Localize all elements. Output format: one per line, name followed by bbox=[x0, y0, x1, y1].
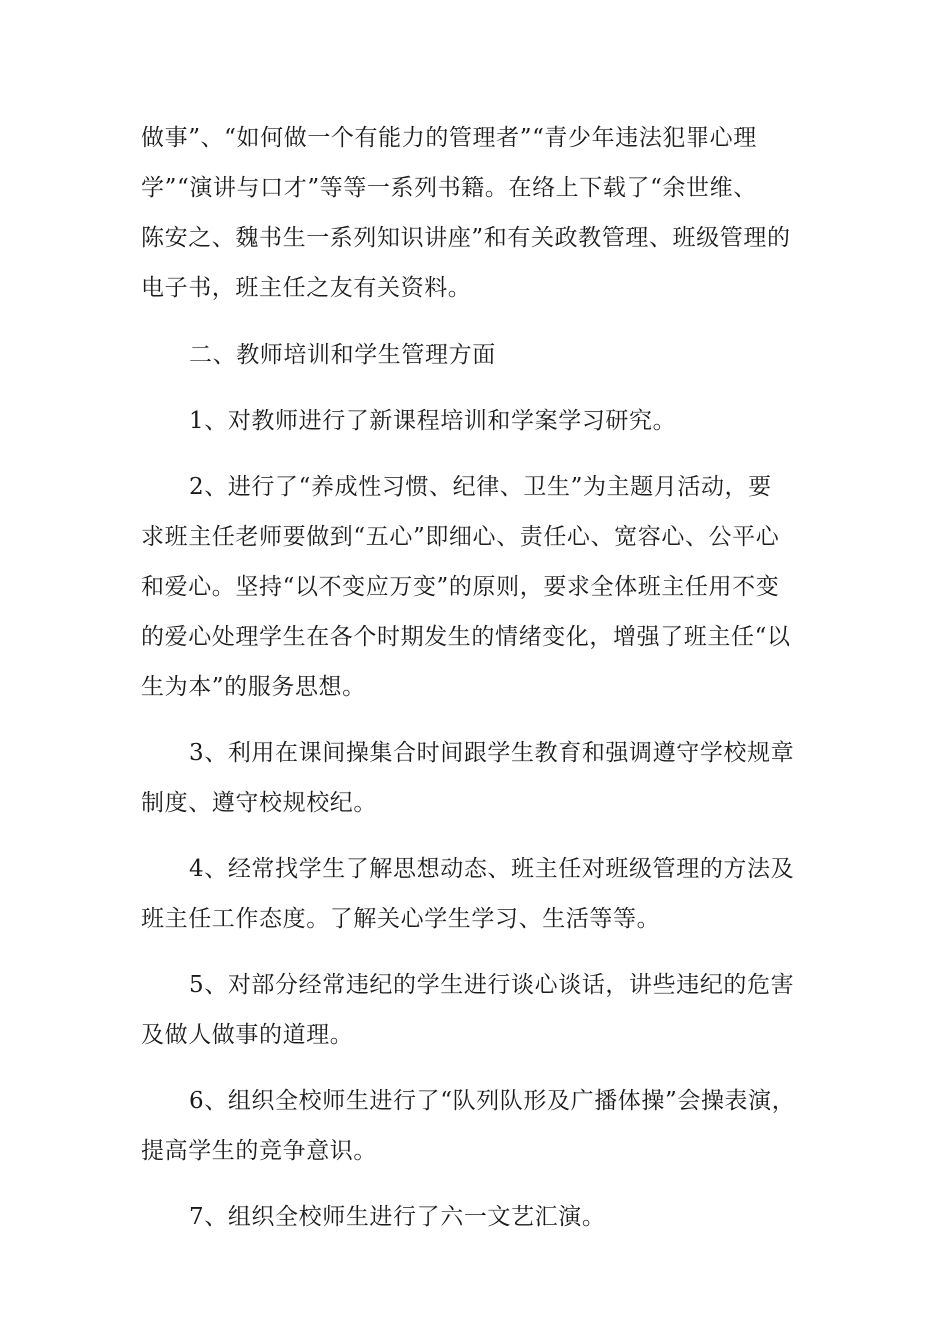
section-heading: 二、教师培训和学生管理方面 bbox=[189, 342, 496, 368]
text-line: 电子书，班主任之友有关资料。 bbox=[141, 275, 472, 301]
text-line: 学”“演讲与口才”等等一系列书籍。在络上下载了“余世维、 bbox=[141, 175, 757, 201]
text-line: 陈安之、魏书生一系列知识讲座”和有关政教管理、班级管理的 bbox=[141, 225, 791, 251]
text-line: 制度、遵守校规校纪。 bbox=[141, 790, 377, 816]
text-line: 班主任工作态度。了解关心学生学习、生活等等。 bbox=[141, 906, 661, 932]
text-line: 生为本”的服务思想。 bbox=[141, 674, 366, 700]
text-line: 3、利用在课间操集合时间跟学生教育和强调遵守学校规章 bbox=[189, 740, 795, 766]
text-line: 及做人做事的道理。 bbox=[141, 1022, 354, 1048]
text-line: 7、组织全校师生进行了六一文艺汇演。 bbox=[189, 1204, 606, 1230]
text-line: 的爱心处理学生在各个时期发生的情绪变化，增强了班主任“以 bbox=[141, 624, 791, 650]
text-line: 2、进行了“养成性习惯、纪律、卫生”为主题月活动，要 bbox=[189, 474, 772, 500]
text-line: 求班主任老师要做到“五心”即细心、责任心、宽容心、公平心 bbox=[141, 524, 780, 550]
text-line: 4、经常找学生了解思想动态、班主任对班级管理的方法及 bbox=[189, 856, 795, 882]
text-line: 6、组织全校师生进行了“队列队形及广播体操”会操表演， bbox=[189, 1088, 796, 1114]
text-line: 做事”、“如何做一个有能力的管理者”“青少年违法犯罪心理 bbox=[141, 125, 757, 151]
text-line: 提高学生的竞争意识。 bbox=[141, 1138, 377, 1164]
text-line: 5、对部分经常违纪的学生进行谈心谈话，讲些违纪的危害 bbox=[189, 972, 795, 998]
text-line: 和爱心。坚持“以不变应万变”的原则，要求全体班主任用不变 bbox=[141, 574, 780, 600]
text-line: 1、对教师进行了新课程培训和学案学习研究。 bbox=[189, 408, 677, 434]
